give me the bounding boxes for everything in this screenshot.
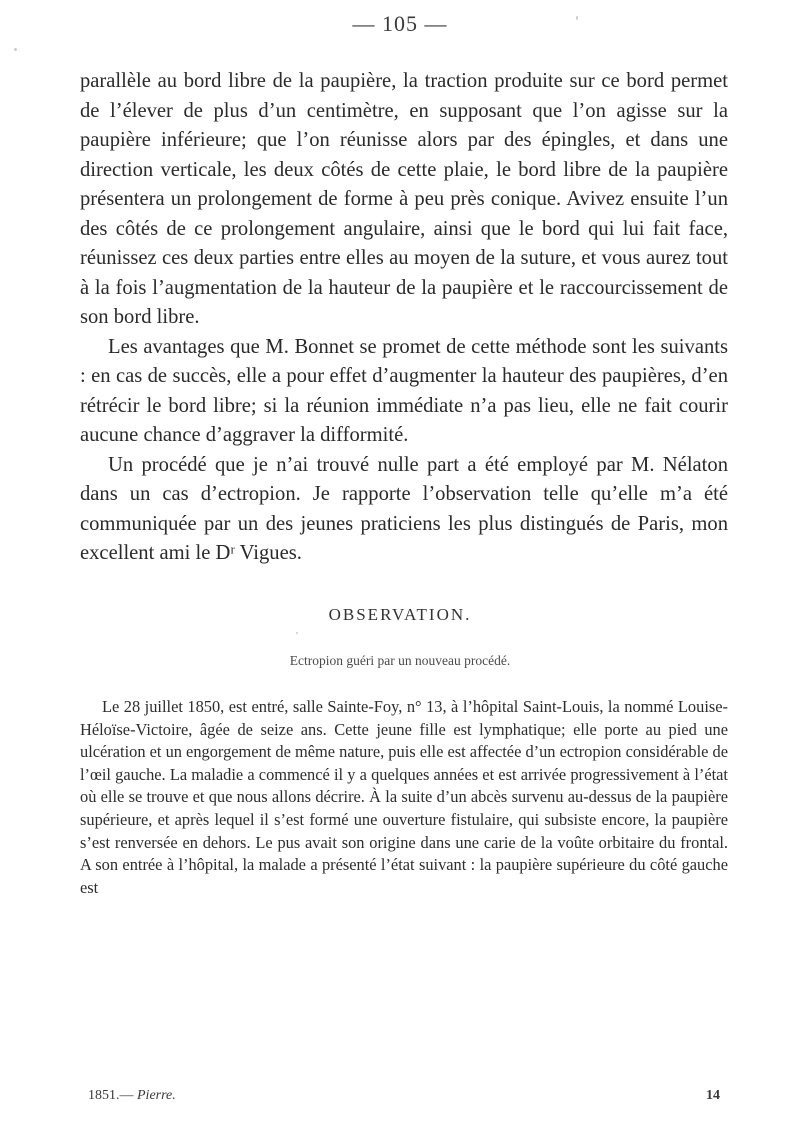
observation-paragraph: Le 28 juillet 1850, est entré, salle Sainte-Foy, n° 13, à l’hôpital Saint-Louis, la nommé Louise-Héloïse-Victoire, âgée de seize ans. Cette jeune fille est lymphatique; elle porte au pied une ulcération et un engorgement de même nature, puis elle est affectée d’un ectropion considérable de l’œil gauche. La maladie a commencé il y a quelques années et est arrivée progressivement à l’état où elle se trouve et que nous allons décrire. À la suite d’un abcès survenu au-dessus de la paupière supérieure, et après lequel il s’est formé une ouverture fistulaire, qui subsiste encore, la paupière s’est renversée en dehors. Le pus avait son origine dans une carie de la voûte orbitaire du frontal. A son entrée à l’hôpital, la malade a présenté l’état suivant : la paupière supérieure du côté gauche est — [80, 697, 728, 897]
footer-separator: — — [119, 1088, 134, 1103]
observation-heading: OBSERVATION. — [328, 605, 472, 624]
paragraph: Les avantages que M. Bonnet se promet de cette méthode sont les suivants : en cas de succès, elle a pour effet d’augmenter la hauteur des paupières, d’en rétrécir le bord libre; si la réunion immédiate n’a pas lieu, elle ne fait courir aucune chance d’aggraver la difformité. — [80, 335, 728, 446]
footer-imprint — [88, 1088, 176, 1104]
observation-subtitle: Ectropion guéri par un nouveau procédé. — [289, 653, 511, 668]
paper-speck — [296, 632, 298, 634]
page-number: — 105 — — [352, 11, 448, 36]
page-footer — [88, 1088, 720, 1112]
footer-year: 1851. — [88, 1088, 120, 1103]
paragraph: Un procédé que je n’ai trouvé nulle part a été employé par M. Nélaton dans un cas d’ectropion. Je rapporte l’observation telle qu’elle m’a été communiquée par un des jeunes praticiens les plus distingués de Paris, mon excellent ami le Dʳ Vigues. — [80, 453, 728, 564]
signature-mark: 14 — [706, 1088, 720, 1103]
paragraph: parallèle au bord libre de la paupière, la traction produite sur ce bord permet de l’élever de plus d’un centimètre, en supposant que l’on agisse sur la paupière inférieure; que l’on réunisse alors par des épingles, et dans une direction verticale, les deux côtés de cette plaie, le bord libre de la paupière présentera un prolongement de forme à peu près conique. Avivez ensuite l’un des côtés de ce prolongement angulaire, ainsi que le bord qui lui fait face, réunissez ces deux parties entre elles au moyen de la suture, et vous aurez tout à la fois l’augmentation de la hauteur de la paupière et le raccourcissement de son bord libre. — [80, 70, 728, 328]
observation-text — [80, 696, 728, 899]
body-text — [80, 67, 728, 569]
paper-speck — [14, 48, 17, 51]
footer-author: Pierre. — [137, 1088, 176, 1103]
